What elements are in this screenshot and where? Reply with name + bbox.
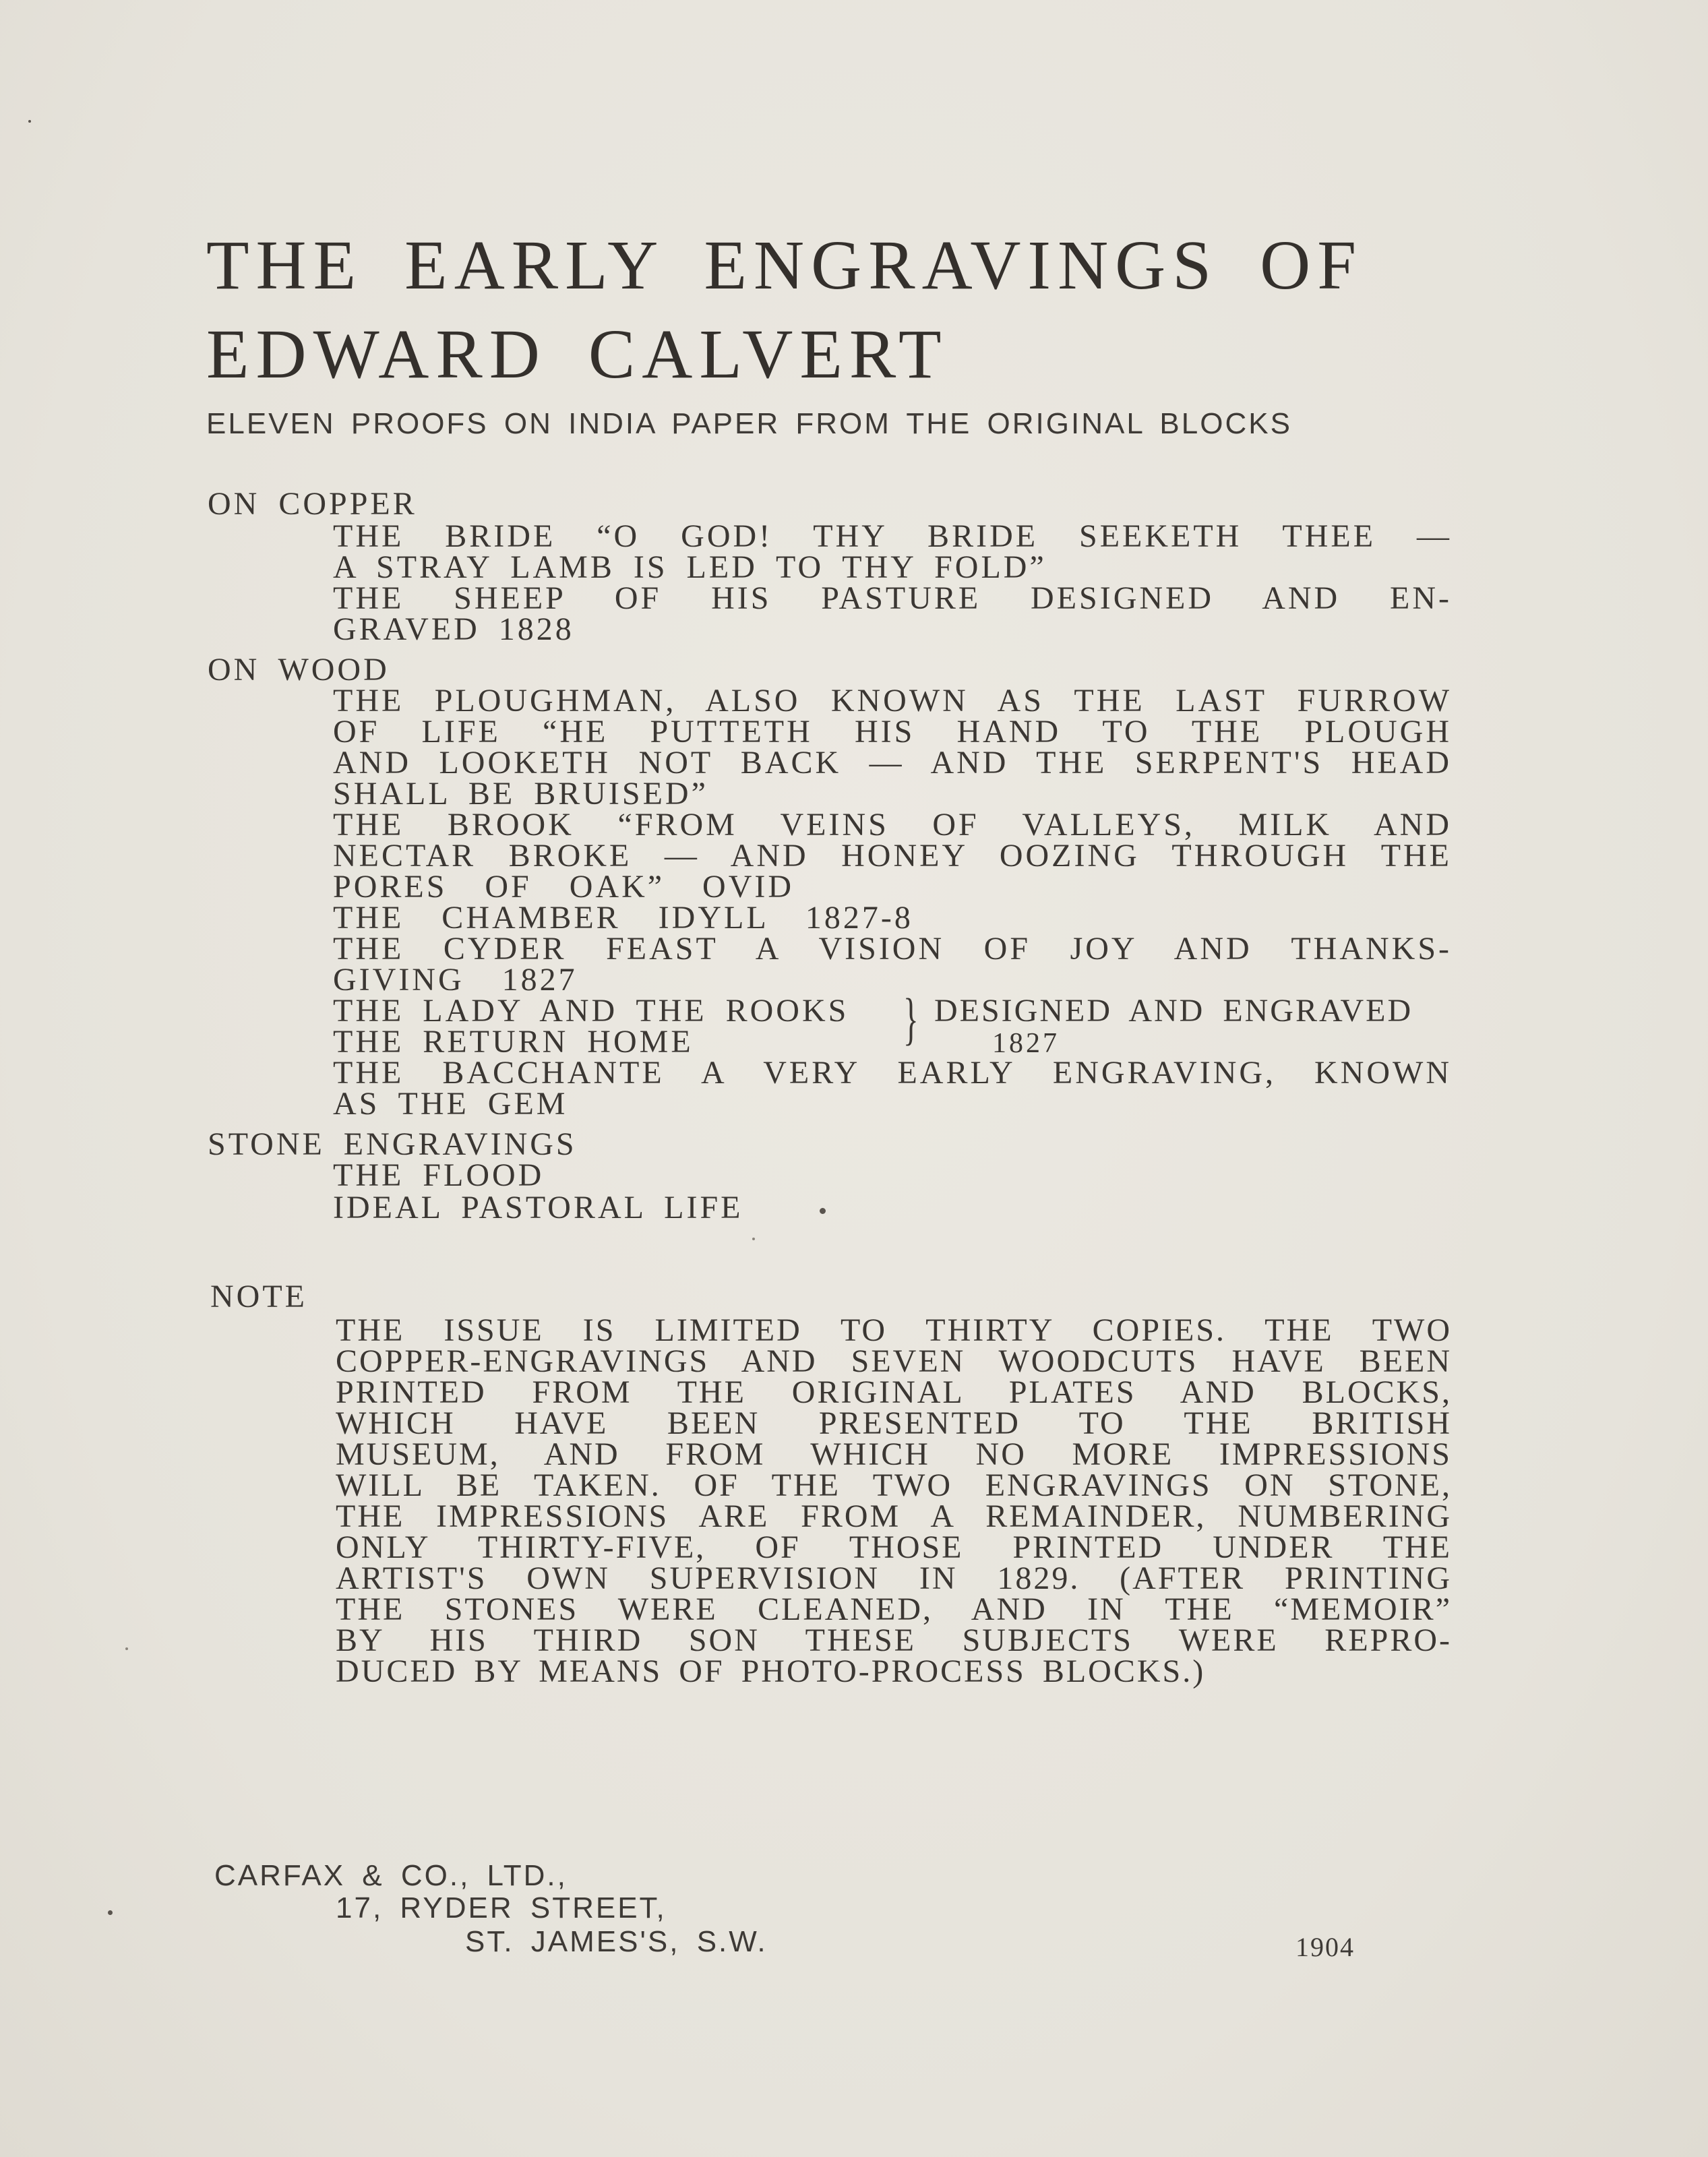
wood-line-11: THE LADY AND THE ROOKS: [333, 993, 849, 1029]
note-line-2: COPPER-ENGRAVINGS AND SEVEN WOODCUTS HAVE BEEN: [336, 1343, 1452, 1379]
copper-line-2: A STRAY LAMB IS LED TO THY FOLD”: [333, 549, 1047, 585]
subtitle: ELEVEN PROOFS ON INDIA PAPER FROM THE ORIGINAL BLOCKS: [206, 407, 1292, 440]
wood-line-16: AS THE GEM: [333, 1086, 568, 1122]
wood-line-13: THE RETURN HOME: [333, 1024, 694, 1060]
ink-dot: [820, 1208, 826, 1214]
page-title: [206, 221, 1453, 399]
wood-line-5: THE BROOK “FROM VEINS OF VALLEYS, MILK AND: [333, 807, 1452, 843]
wood-line-6: NECTAR BROKE — AND HONEY OOZING THROUGH THE: [333, 838, 1452, 874]
section-heading-stone: STONE ENGRAVINGS: [208, 1126, 577, 1162]
paper-speck: [28, 120, 31, 123]
section-heading-copper: ON COPPER: [208, 486, 417, 522]
note-line-5: MUSEUM, AND FROM WHICH NO MORE IMPRESSIONS: [336, 1436, 1452, 1472]
brace-symbol: }: [903, 986, 919, 1051]
note-line-12: DUCED BY MEANS OF PHOTO-PROCESS BLOCKS.): [336, 1653, 1206, 1689]
wood-line-10: GIVING 1827: [333, 962, 578, 998]
wood-line-8: THE CHAMBER IDYLL 1827-8: [333, 900, 913, 936]
copper-line-1: THE BRIDE “O GOD! THY BRIDE SEEKETH THEE —: [333, 518, 1452, 554]
section-heading-note: NOTE: [210, 1279, 307, 1314]
note-line-1: THE ISSUE IS LIMITED TO THIRTY COPIES. THE TWO: [336, 1312, 1452, 1348]
wood-line-1: THE PLOUGHMAN, ALSO KNOWN AS THE LAST FURROW: [333, 683, 1452, 719]
publication-year: 1904: [1295, 1932, 1355, 1962]
note-line-4: WHICH HAVE BEEN PRESENTED TO THE BRITISH: [336, 1405, 1452, 1441]
title-line-1: THE EARLY ENGRAVINGS OF: [206, 226, 1364, 304]
section-heading-wood: ON WOOD: [208, 652, 390, 688]
note-line-8: ONLY THIRTY-FIVE, OF THOSE PRINTED UNDER THE: [336, 1529, 1452, 1565]
paper-speck: [752, 1238, 755, 1240]
title-line-2: EDWARD CALVERT: [206, 315, 948, 393]
wood-line-9: THE CYDER FEAST A VISION OF JOY AND THANKS-: [333, 931, 1452, 967]
note-line-10: THE STONES WERE CLEANED, AND IN THE “MEMOIR”: [336, 1591, 1452, 1627]
publisher-district: ST. JAMES'S, S.W.: [465, 1925, 768, 1958]
paper-speck: [108, 1910, 113, 1915]
note-line-6: WILL BE TAKEN. OF THE TWO ENGRAVINGS ON STONE,: [336, 1467, 1452, 1503]
wood-line-7: PORES OF OAK” OVID: [333, 869, 795, 905]
paper-speck: [125, 1647, 128, 1650]
note-line-3: PRINTED FROM THE ORIGINAL PLATES AND BLOCKS,: [336, 1374, 1452, 1410]
wood-line-15: THE BACCHANTE A VERY EARLY ENGRAVING, KNOWN: [333, 1055, 1452, 1091]
wood-line-14: 1827: [992, 1028, 1060, 1059]
stone-line-2: IDEAL PASTORAL LIFE: [333, 1190, 743, 1225]
stone-line-1: THE FLOOD: [333, 1157, 545, 1193]
note-line-7: THE IMPRESSIONS ARE FROM A REMAINDER, NUMBERING: [336, 1498, 1452, 1534]
wood-line-3: AND LOOKETH NOT BACK — AND THE SERPENT'S HEAD: [333, 745, 1452, 781]
wood-line-12: DESIGNED AND ENGRAVED: [934, 993, 1413, 1029]
copper-line-3: THE SHEEP OF HIS PASTURE DESIGNED AND EN-: [333, 580, 1452, 616]
copper-line-4: GRAVED 1828: [333, 611, 574, 647]
note-line-11: BY HIS THIRD SON THESE SUBJECTS WERE REPRO-: [336, 1622, 1452, 1658]
wood-line-4: SHALL BE BRUISED”: [333, 776, 708, 812]
wood-line-2: OF LIFE “HE PUTTETH HIS HAND TO THE PLOUGH: [333, 714, 1452, 750]
publisher-name: CARFAX & CO., LTD.,: [214, 1859, 568, 1892]
note-line-9: ARTIST'S OWN SUPERVISION IN 1829. (AFTER PRINTING: [336, 1560, 1452, 1596]
publisher-street: 17, RYDER STREET,: [336, 1891, 667, 1924]
